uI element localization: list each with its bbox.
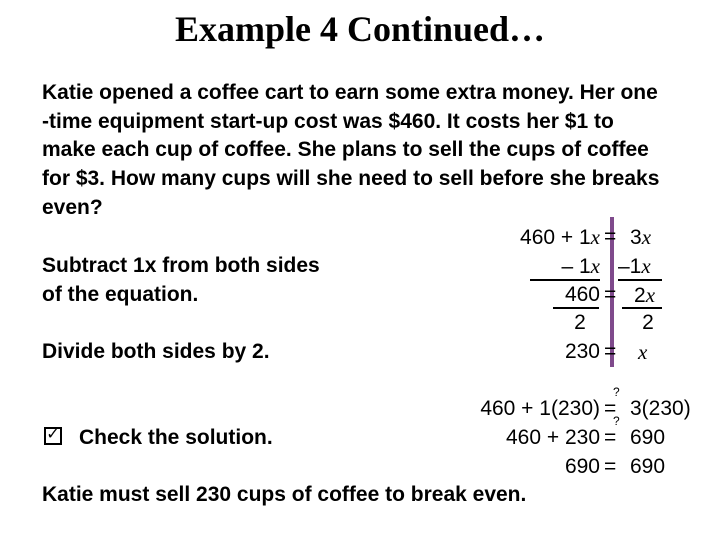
step-subtract-line-2: of the equation. <box>42 283 199 306</box>
problem-line-5: even? <box>42 196 103 219</box>
check-row2-question: ? <box>613 414 620 428</box>
eq-row5-right: x <box>638 340 648 364</box>
eq-row4-right: 2 <box>642 311 654 334</box>
eq-row3-equals: = <box>604 283 617 306</box>
eq-row4-left: 2 <box>574 311 586 334</box>
problem-line-2: -time equipment start-up cost was $460. It costs her $1 to <box>42 110 614 133</box>
check-row1-left: 460 + 1(230) <box>480 397 600 420</box>
eq-row3-left: 460 <box>564 283 600 306</box>
eq-row5-left: 230 <box>564 340 600 363</box>
problem-line-1: Katie opened a coffee cart to earn some extra money. Her one <box>42 81 658 104</box>
page-title: Example 4 Continued… <box>174 9 546 49</box>
problem-line-3: make each cup of coffee. She plans to sell the cups of coffee <box>42 138 649 161</box>
conclusion-text: Katie must sell 230 cups of coffee to break even. <box>42 483 527 506</box>
check-row2-equals: = <box>604 426 617 449</box>
eq-row5-equals: = <box>604 340 617 363</box>
fraction-bar-left <box>553 307 599 309</box>
check-row3-left: 690 <box>564 455 600 478</box>
eq-row2-left: – 1x <box>530 254 600 281</box>
eq-row3-right: 2x <box>634 283 656 307</box>
step-check: Check the solution. <box>79 426 273 449</box>
check-row2-right: 690 <box>630 426 666 449</box>
eq-row2-right: –1x <box>618 254 662 281</box>
checkbox-checked-icon: ✓ <box>44 427 62 445</box>
check-row3-right: 690 <box>630 455 666 478</box>
eq-row1-equals: = <box>604 225 617 248</box>
check-row1-question: ? <box>613 385 620 399</box>
check-row3-equals: = <box>604 455 617 478</box>
step-divide: Divide both sides by 2. <box>42 340 270 363</box>
eq-row1-right: 3x <box>630 225 652 249</box>
problem-line-4: for $3. How many cups will she need to sell before she breaks <box>42 167 660 190</box>
check-row1-equals: = <box>604 397 617 420</box>
fraction-bar-right <box>622 307 662 309</box>
eq-row1-left: 460 + 1x <box>520 225 600 249</box>
check-row1-right: 3(230) <box>630 397 691 420</box>
step-subtract-line-1: Subtract 1x from both sides <box>42 254 320 277</box>
check-row2-left: 460 + 230 <box>505 426 600 449</box>
